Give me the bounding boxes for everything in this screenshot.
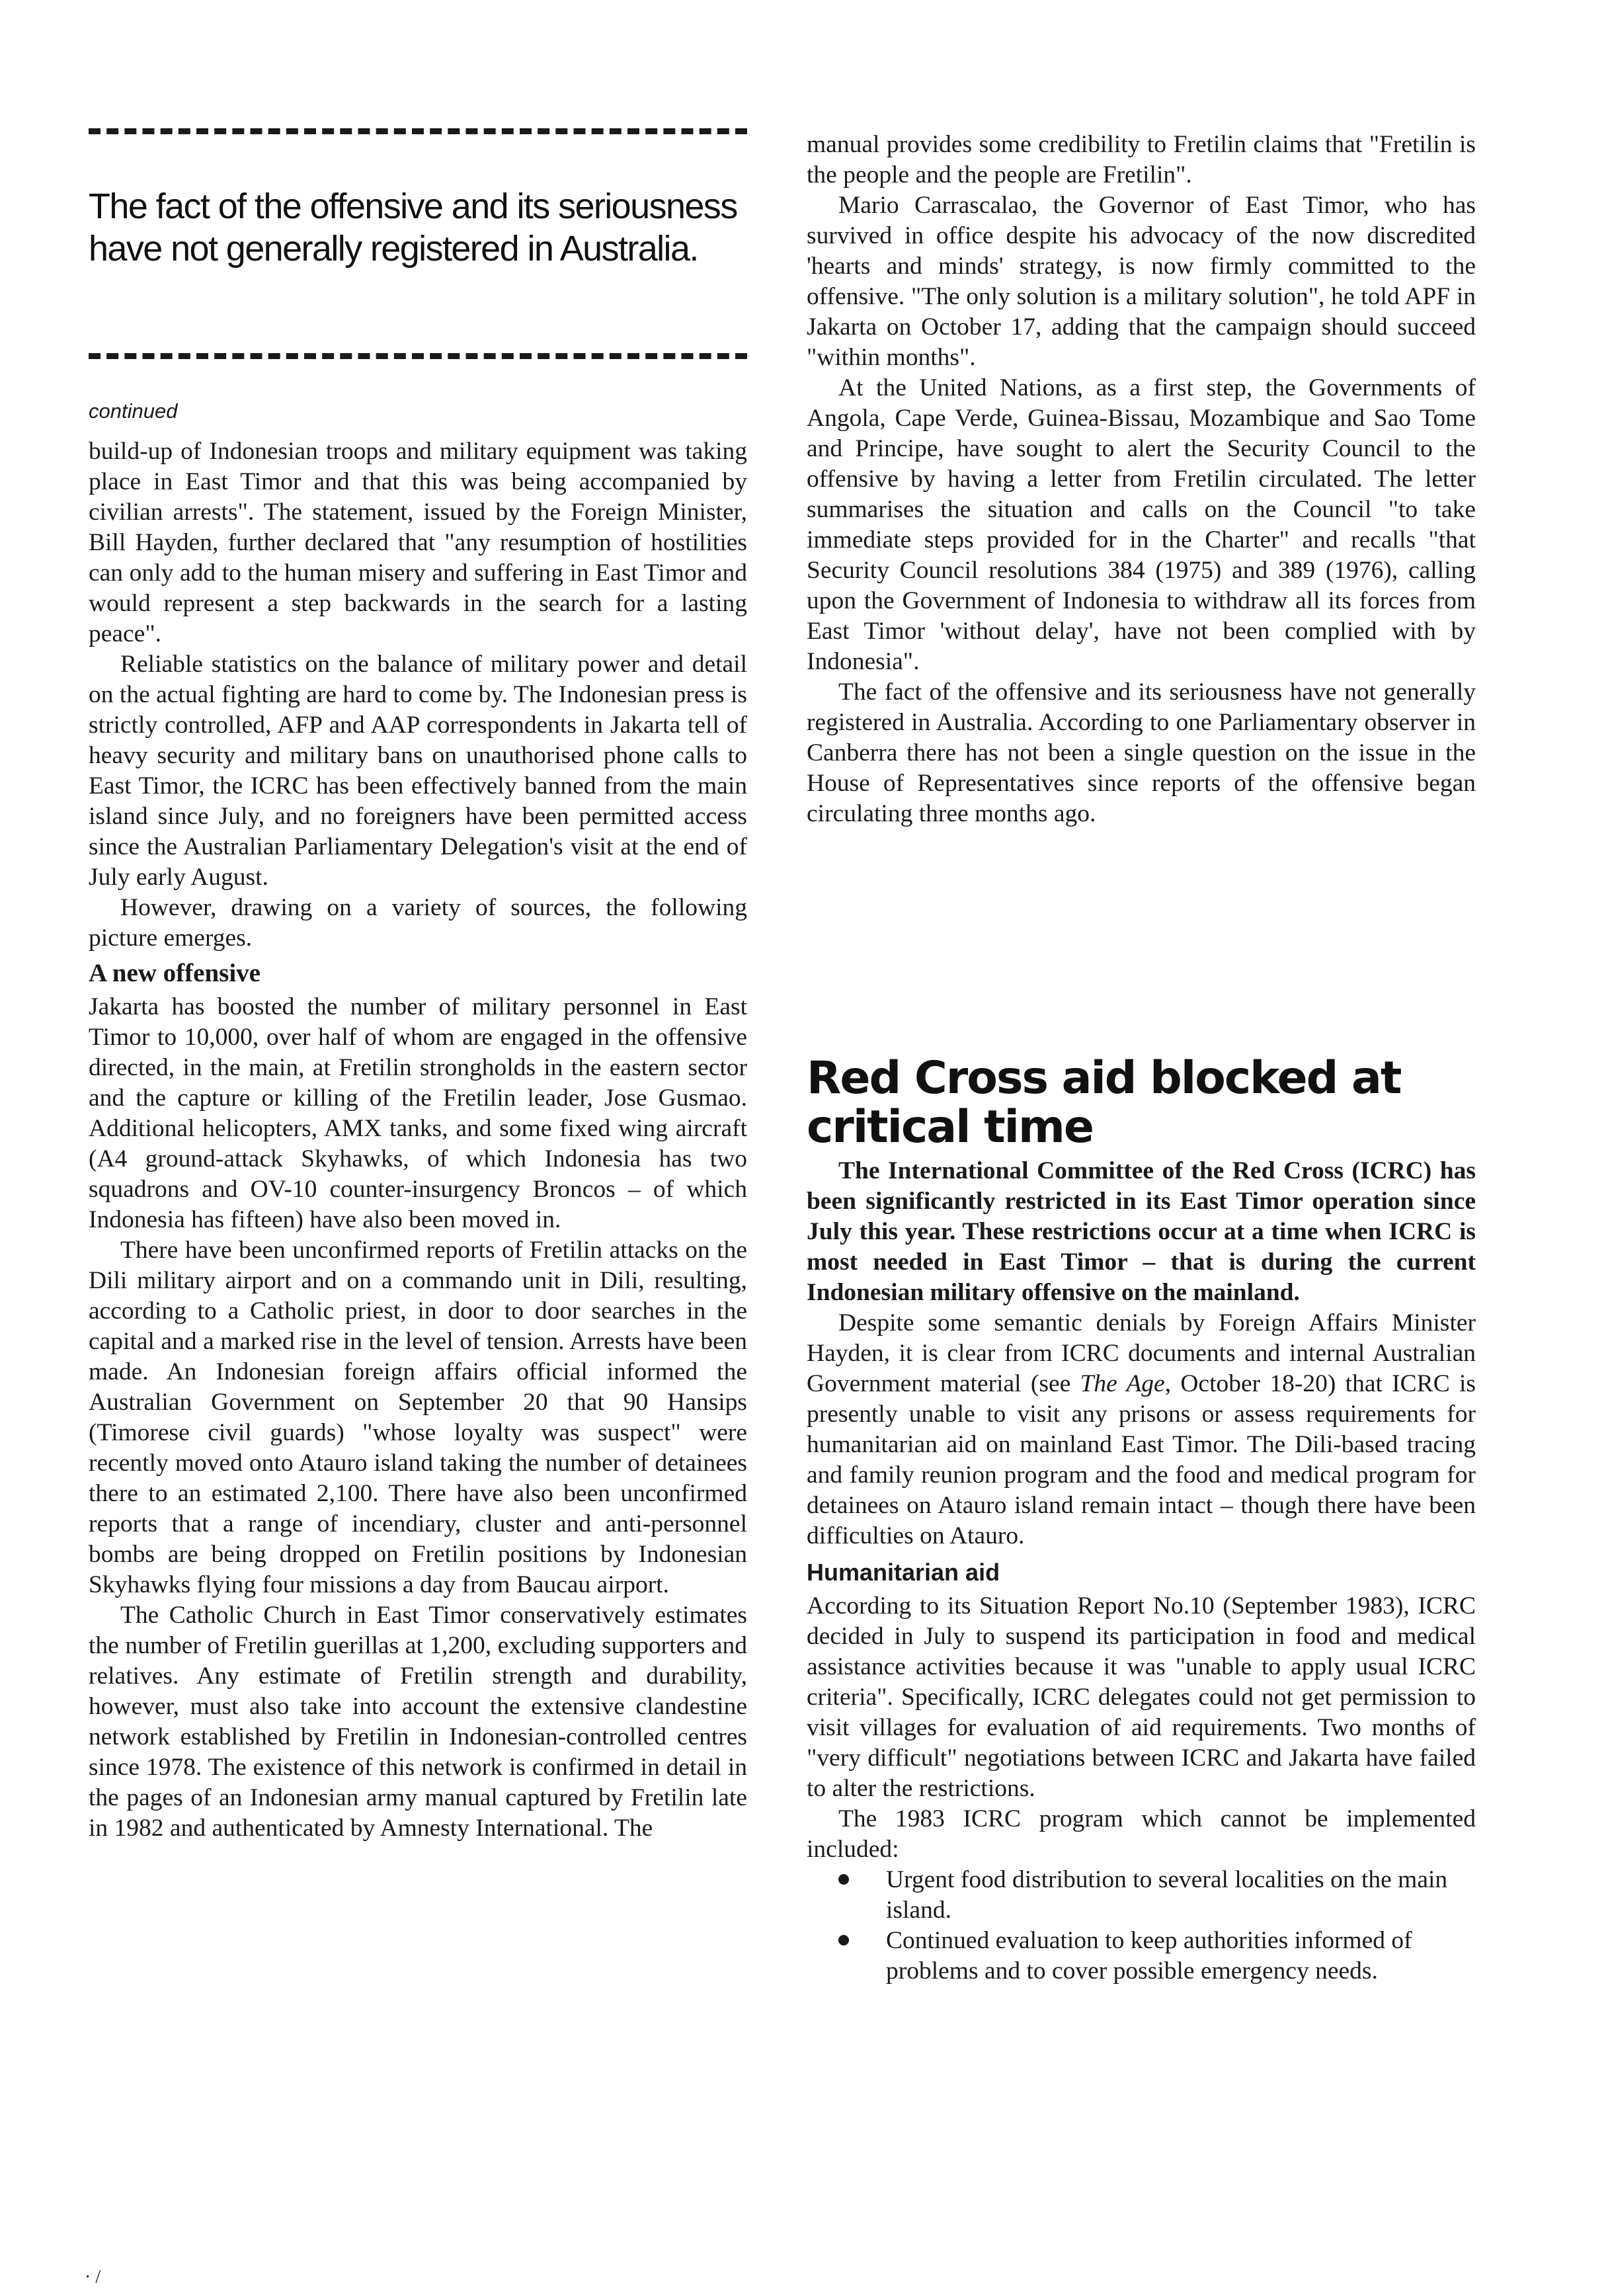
list-item <box>807 1926 1476 1987</box>
paragraph: build-up of Indonesian troops and military equipment was taking place in East Timor and that this was being accompanied by civilian arrests". The statement, issued by the Foreign Minister, Bill Hayden, further declared that "any resumption of hostilities can only add to the human misery and suffering in East Timor and would represent a step backwards in the search for a lasting peace". <box>89 438 747 647</box>
continued-label: continued <box>89 399 178 423</box>
pullquote-top-rule <box>89 128 747 134</box>
program-list <box>807 1865 1476 1987</box>
paragraph <box>807 1308 1476 1551</box>
article-standfirst: The International Committee of the Red Cross (ICRC) has been significantly restricted in its East Timor operation since July this year. These restrictions occur at a time when ICRC is most needed in East Timor – that is during the current Indonesian military offensive on the mainland. <box>807 1157 1476 1306</box>
text-run: , October 18-20) that ICRC is presently unable to visit any prisons or assess requirements for humanitarian aid on mainland East Timor. The Dili-based tracing and family reunion program and the food and medical program for detainees on Atauro island remain intact – though there have been difficulties on Atauro. <box>807 1370 1476 1549</box>
paragraph: Mario Carrascalao, the Governor of East Timor, who has survived in office despite his advocacy of the now discredited 'hearts and minds' strategy, is now firmly committed to the offensive. "The only solution is a military solution", he told APF in Jakarta on October 17, adding that the campaign should succeed "within months". <box>807 192 1476 371</box>
paragraph: There have been unconfirmed reports of Fretilin attacks on the Dili military airport and on a commando unit in Dili, resulting, according to a Catholic priest, in door to door searches in the capital and a marked rise in the level of tension. Arrests have been made. An Indonesian foreign affairs official informed the Australian Government on September 20 that 90 Hansips (Timorese civil guards) "whose loyalty was suspect" were recently moved onto Atauro island taking the number of detainees there to an estimated 2,100. There have also been unconfirmed reports that a range of incendiary, cluster and anti-personnel bombs are being dropped on Fretilin positions by Indonesian Skyhawks flying four missions a day from Baucau airport. <box>89 1237 747 1598</box>
pullquote-bottom-rule <box>89 353 747 359</box>
bullet-icon <box>838 1874 849 1885</box>
paragraph: However, drawing on a variety of sources, the following picture emerges. <box>89 894 747 952</box>
left-body-text <box>89 436 747 1844</box>
paragraph: Jakarta has boosted the number of military personnel in East Timor to 10,000, over half of whom are engaged in the offensive directed, in the main, at Fretilin strongholds in the eastern sector and the capture or killing of the Fretilin leader, Jose Gusmao. Additional helicopters, AMX tanks, and some fixed wing aircraft (A4 ground-attack Skyhawks, of which Indonesia has two squadrons and OV-10 counter-insurgency Broncos – of which Indonesia has fifteen) have also been moved in. <box>89 993 747 1233</box>
paragraph: Reliable statistics on the balance of military power and detail on the actual fighting are hard to come by. The Indonesian press is strictly controlled, AFP and AAP correspondents in Jakarta tell of heavy security and military bans on unauthorised phone calls to East Timor, the ICRC has been effectively banned from the main island since July, and no foreigners have been permitted access since the Australian Parliamentary Delegation's visit at the end of July early August. <box>89 651 747 891</box>
paragraph: The Catholic Church in East Timor conservatively estimates the number of Fretilin guerillas at 1,200, excluding supporters and relatives. Any estimate of Fretilin strength and durability, however, must also take into account the extensive clandestine network established by Fretilin in Indonesian-controlled centres since 1978. The existence of this network is confirmed in detail in the pages of an Indonesian army manual captured by Fretilin late in 1982 and authenticated by Amnesty International. The <box>89 1602 747 1842</box>
article-headline: Red Cross aid blocked at critical time <box>807 1052 1401 1153</box>
page-mark: · / <box>85 2267 101 2287</box>
text-run: Despite some semantic denials by Foreign Affairs Minister Hayden, it is clear from ICRC documents and internal Australian Government material (see <box>807 1309 1476 1397</box>
list-item <box>807 1865 1476 1926</box>
subheading-humanitarian-aid: Humanitarian aid <box>807 1559 1000 1586</box>
paragraph: manual provides some credibility to Fretilin claims that "Fretilin is the people and the people are Fretilin". <box>807 131 1476 188</box>
bullet-icon <box>838 1935 849 1946</box>
right-continuation-text <box>807 130 1476 829</box>
paragraph: According to its Situation Report No.10 (September 1983), ICRC decided in July to suspend its participation in food and medical assistance activities because it was "unable to apply usual ICRC criteria". Specifically, ICRC delegates could not get permission to visit villages for evaluation of aid requirements. Two months of "very difficult" negotiations between ICRC and Jakarta have failed to alter the restrictions. <box>807 1592 1476 1802</box>
pull-quote: The fact of the offensive and its seriousness have not generally registered in Australia. <box>89 186 737 268</box>
paragraph: The fact of the offensive and its seriousness have not generally registered in Australia. According to one Parliamentary observer in Canberra there has not been a single question on the issue in the House of Representatives since reports of the offensive began circulating three months ago. <box>807 678 1476 827</box>
list-item-text: Continued evaluation to keep authorities informed of problems and to cover possible emergency needs. <box>886 1927 1412 1985</box>
list-item-text: Urgent food distribution to several localities on the main island. <box>886 1866 1448 1924</box>
paragraph: At the United Nations, as a first step, the Governments of Angola, Cape Verde, Guinea-Bissau, Mozambique and Sao Tome and Principe, have sought to alert the Security Council to the offensive by having a letter from Fretilin circulated. The letter summarises the situation and calls on the Council "to take immediate steps provided for in the Charter" and recalls "that Security Council resolutions 384 (1975) and 389 (1976), calling upon the Government of Indonesia to withdraw all its forces from East Timor 'without delay', have not been complied with by Indonesia". <box>807 374 1476 675</box>
paragraph: The 1983 ICRC program which cannot be implemented included: <box>807 1805 1476 1863</box>
publication-title: The Age <box>1080 1370 1165 1397</box>
subheading-new-offensive: A new offensive <box>89 959 261 987</box>
article-body <box>807 1156 1476 1987</box>
